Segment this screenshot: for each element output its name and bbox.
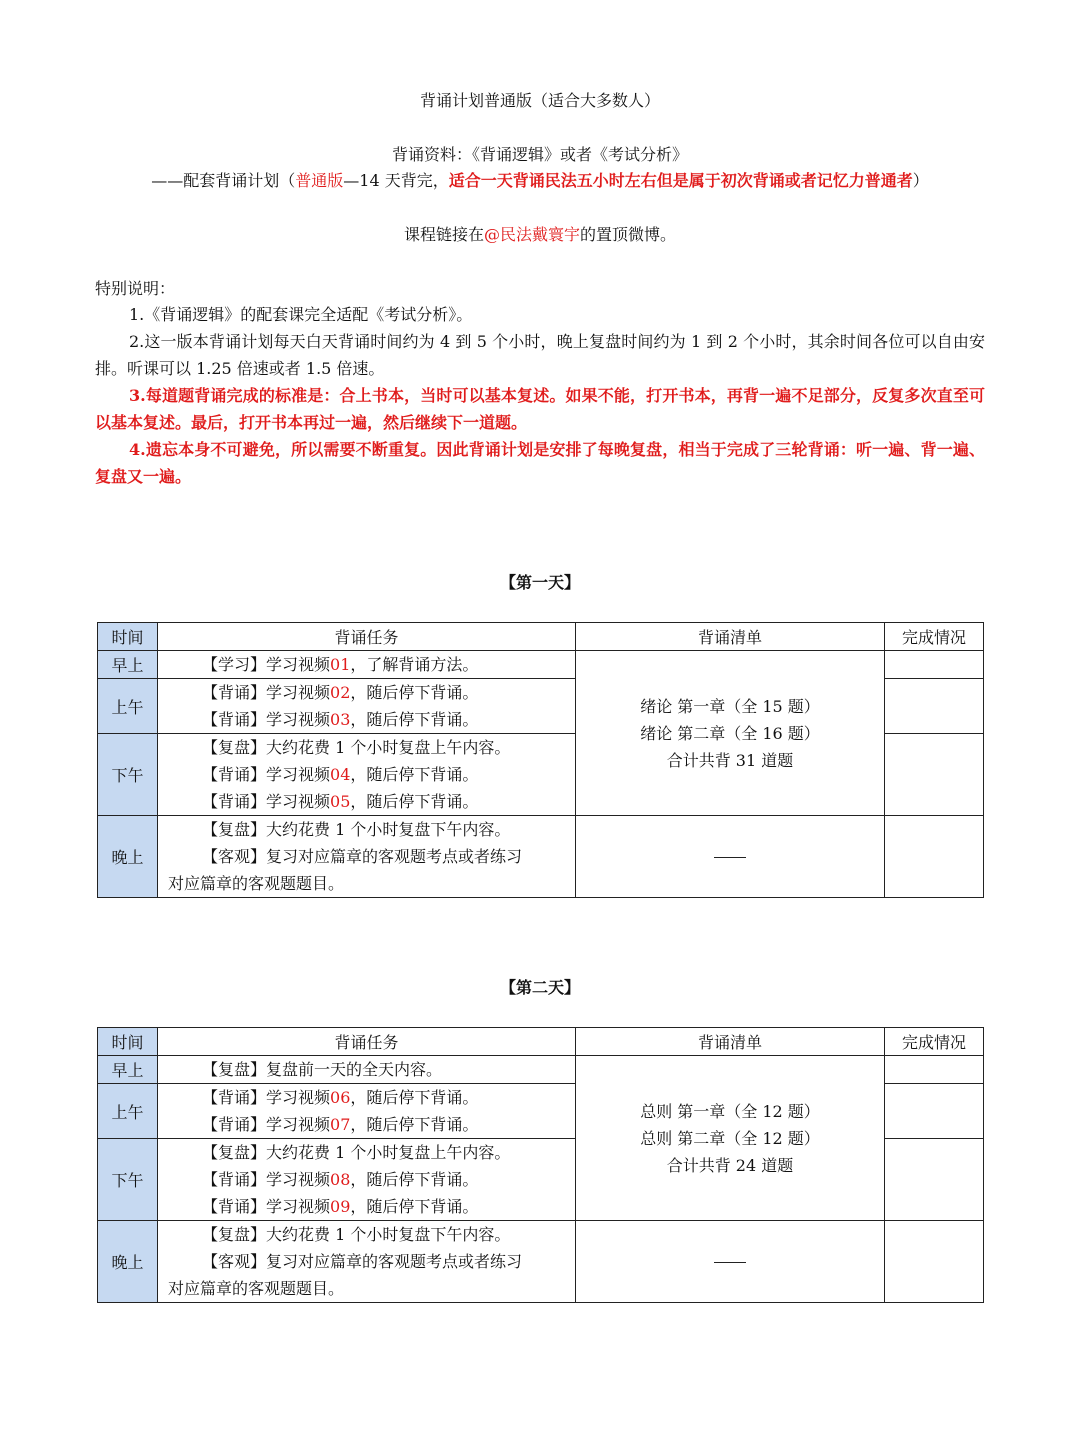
- task-afternoon: 【复盘】大约花费 1 个小时复盘上午内容。 【背诵】学习视频08，随后停下背诵。 【背诵】学习视频09，随后停下背诵。: [158, 1139, 576, 1221]
- dash-line: [714, 1262, 746, 1263]
- note-3: 3.每道题背诵完成的标准是：合上书本，当时可以基本复述。如果不能，打开书本，再背一遍不足部分，反复多次直至可以基本复述。最后，打开书本再过一遍，然后继续下一道题。: [95, 386, 985, 432]
- link-prefix: 课程链接在: [403, 225, 484, 244]
- task-forenoon: 【背诵】学习视频06，随后停下背诵。 【背诵】学习视频07，随后停下背诵。: [158, 1084, 576, 1139]
- time-morning: 早上: [98, 651, 158, 679]
- done-cell-afternoon[interactable]: [885, 734, 984, 816]
- time-evening: 晚上: [98, 1221, 158, 1303]
- materials-line: 背诵资料：《背诵逻辑》或者《考试分析》: [391, 145, 688, 164]
- time-forenoon: 上午: [98, 1084, 158, 1139]
- recite-list: 绪论 第一章（全 15 题） 绪论 第二章（全 16 题） 合计共背 31 道题: [576, 651, 885, 816]
- header-done: 完成情况: [885, 623, 984, 651]
- done-cell-forenoon[interactable]: [885, 679, 984, 734]
- note-4: 4.遗忘本身不可避免，所以需要不断重复。因此背诵计划是安排了每晚复盘，相当于完成了三轮背诵：听一遍、背一遍、复盘又一遍。: [95, 440, 985, 486]
- day-2-table: [97, 1027, 984, 1303]
- day-1-title: 【第一天】: [499, 573, 580, 592]
- weibo-handle-link[interactable]: @民法戴寰宇: [483, 225, 580, 244]
- task-morning: 【复盘】复盘前一天的全天内容。: [158, 1056, 576, 1084]
- dash-line: [714, 857, 746, 858]
- header-list: 背诵清单: [576, 623, 885, 651]
- done-cell-afternoon[interactable]: [885, 1139, 984, 1221]
- time-morning: 早上: [98, 1056, 158, 1084]
- plan-line: [0, 168, 1080, 194]
- header-time: 时间: [98, 623, 158, 651]
- day-2-title: 【第二天】: [499, 978, 580, 997]
- plan-version: 普通版: [295, 171, 344, 190]
- done-cell-evening[interactable]: [885, 1221, 984, 1303]
- done-cell-morning[interactable]: [885, 651, 984, 679]
- header-time: 时间: [98, 1028, 158, 1056]
- course-link-line: [0, 222, 1080, 248]
- task-morning: 【学习】学习视频01，了解背诵方法。: [158, 651, 576, 679]
- recite-list: 总则 第一章（全 12 题） 总则 第二章（全 12 题） 合计共背 24 道题: [576, 1056, 885, 1221]
- plan-audience: 适合一天背诵民法五小时左右但是属于初次背诵或者记忆力普通者: [448, 171, 913, 190]
- done-cell-evening[interactable]: [885, 816, 984, 898]
- notes-heading: 特别说明：: [95, 279, 176, 298]
- evening-list-empty: [576, 816, 885, 898]
- done-cell-morning[interactable]: [885, 1056, 984, 1084]
- day-1-table: [97, 622, 984, 898]
- task-afternoon: 【复盘】大约花费 1 个小时复盘上午内容。 【背诵】学习视频04，随后停下背诵。 【背诵】学习视频05，随后停下背诵。: [158, 734, 576, 816]
- plan-prefix: ——配套背诵计划（: [151, 171, 296, 190]
- note-1: 1.《背诵逻辑》的配套课完全适配《考试分析》。: [129, 305, 473, 324]
- task-evening: 【复盘】大约花费 1 个小时复盘下午内容。 【客观】复习对应篇章的客观题考点或者练习 对应篇章的客观题题目。: [158, 816, 576, 898]
- header-task: 背诵任务: [158, 623, 576, 651]
- note-2: 2.这一版本背诵计划每天白天背诵时间约为 4 到 5 个小时，晚上复盘时间约为 1 到 2 个小时，其余时间各位可以自由安排。听课可以 1.25 倍速或者 1.5 倍速。: [95, 332, 985, 378]
- header-done: 完成情况: [885, 1028, 984, 1056]
- task-forenoon: 【背诵】学习视频02，随后停下背诵。 【背诵】学习视频03，随后停下背诵。: [158, 679, 576, 734]
- page-title: 背诵计划普通版（适合大多数人）: [419, 91, 660, 110]
- done-cell-forenoon[interactable]: [885, 1084, 984, 1139]
- header-task: 背诵任务: [158, 1028, 576, 1056]
- time-afternoon: 下午: [98, 1139, 158, 1221]
- time-forenoon: 上午: [98, 679, 158, 734]
- link-suffix: 的置顶微博。: [580, 225, 677, 244]
- time-afternoon: 下午: [98, 734, 158, 816]
- plan-suffix: ）: [912, 171, 929, 190]
- evening-list-empty: [576, 1221, 885, 1303]
- header-list: 背诵清单: [576, 1028, 885, 1056]
- task-evening: 【复盘】大约花费 1 个小时复盘下午内容。 【客观】复习对应篇章的客观题考点或者练习 对应篇章的客观题题目。: [158, 1221, 576, 1303]
- plan-duration: —14 天背完，: [343, 171, 449, 190]
- time-evening: 晚上: [98, 816, 158, 898]
